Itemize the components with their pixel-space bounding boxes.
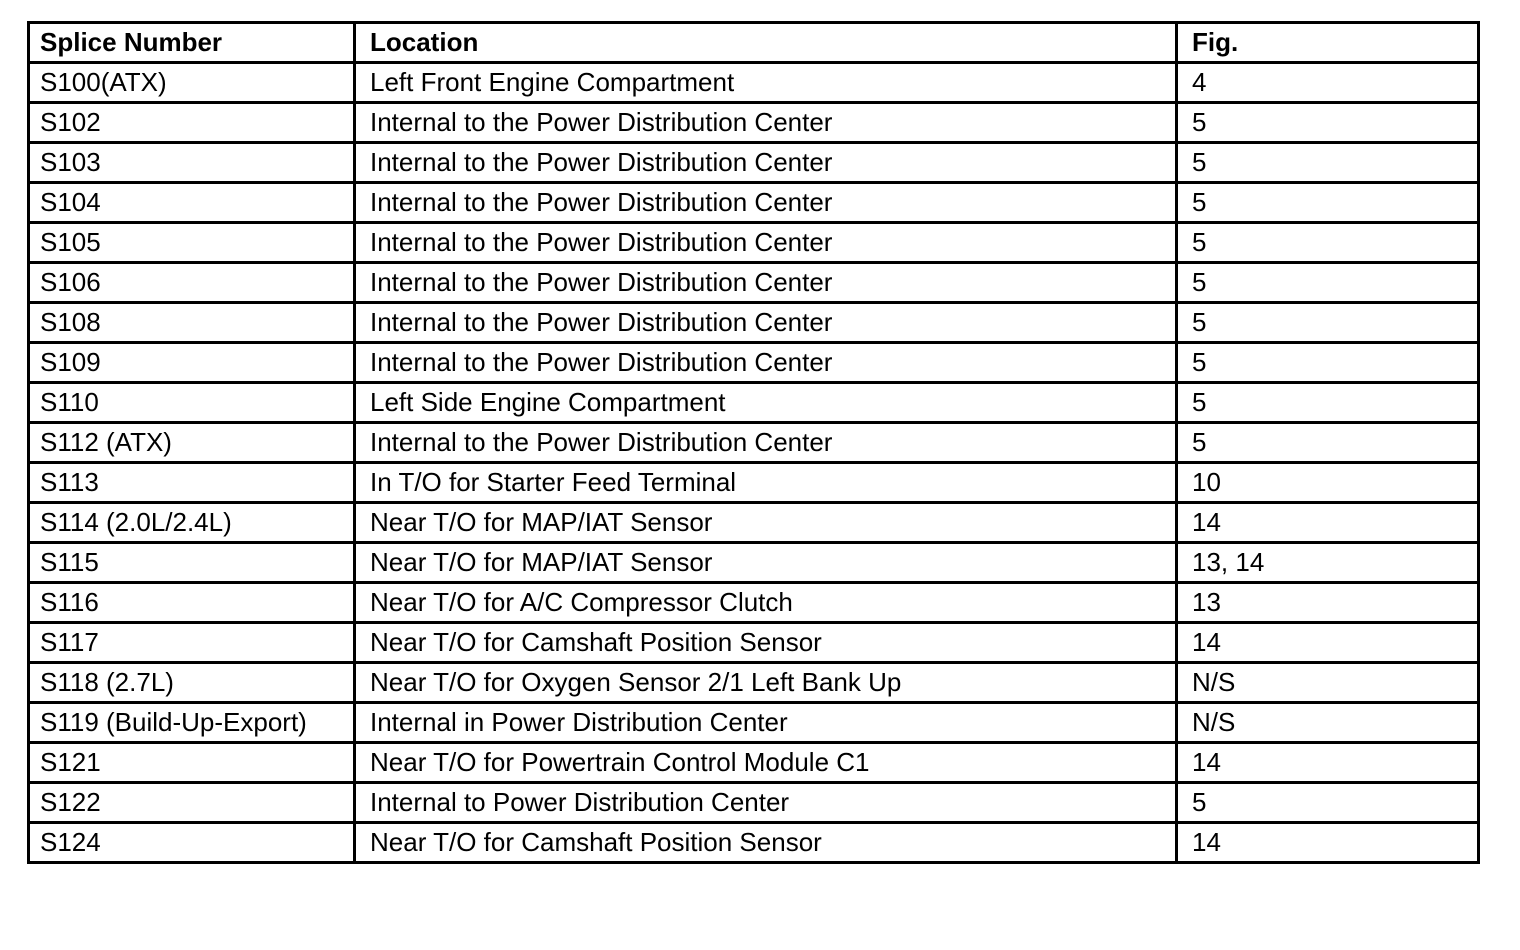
splice-number-cell: S104: [29, 183, 355, 223]
fig-cell: N/S: [1177, 703, 1479, 743]
splice-number-cell: S105: [29, 223, 355, 263]
table-row: [29, 343, 1479, 383]
splice-number-cell: S112 (ATX): [29, 423, 355, 463]
splice-number-cell: S110: [29, 383, 355, 423]
table-row: [29, 663, 1479, 703]
splice-number-cell: S115: [29, 543, 355, 583]
location-cell: In T/O for Starter Feed Terminal: [355, 463, 1177, 503]
location-cell: Internal to the Power Distribution Center: [355, 103, 1177, 143]
column-header-fig: Fig.: [1177, 23, 1479, 63]
fig-cell: 14: [1177, 623, 1479, 663]
table-row: [29, 303, 1479, 343]
fig-cell: 14: [1177, 823, 1479, 863]
table-row: [29, 143, 1479, 183]
location-cell: Near T/O for MAP/IAT Sensor: [355, 543, 1177, 583]
table-row: [29, 183, 1479, 223]
splice-number-cell: S103: [29, 143, 355, 183]
fig-cell: 13, 14: [1177, 543, 1479, 583]
fig-cell: 5: [1177, 263, 1479, 303]
fig-cell: 14: [1177, 503, 1479, 543]
fig-cell: 5: [1177, 383, 1479, 423]
fig-cell: 14: [1177, 743, 1479, 783]
location-cell: Internal to the Power Distribution Center: [355, 423, 1177, 463]
location-cell: Left Side Engine Compartment: [355, 383, 1177, 423]
splice-number-cell: S109: [29, 343, 355, 383]
splice-number-cell: S116: [29, 583, 355, 623]
fig-cell: 5: [1177, 223, 1479, 263]
fig-cell: 5: [1177, 143, 1479, 183]
fig-cell: 4: [1177, 63, 1479, 103]
fig-cell: 10: [1177, 463, 1479, 503]
splice-table-container: [27, 21, 1480, 864]
table-row: [29, 823, 1479, 863]
splice-number-cell: S118 (2.7L): [29, 663, 355, 703]
location-cell: Near T/O for A/C Compressor Clutch: [355, 583, 1177, 623]
column-header-splice-number: Splice Number: [29, 23, 355, 63]
splice-number-cell: S113: [29, 463, 355, 503]
table-row: [29, 63, 1479, 103]
location-cell: Internal to the Power Distribution Center: [355, 143, 1177, 183]
fig-cell: 13: [1177, 583, 1479, 623]
fig-cell: 5: [1177, 303, 1479, 343]
table-row: [29, 583, 1479, 623]
splice-number-cell: S119 (Build-Up-Export): [29, 703, 355, 743]
location-cell: Near T/O for Oxygen Sensor 2/1 Left Bank Up: [355, 663, 1177, 703]
table-row: [29, 423, 1479, 463]
location-cell: Internal to the Power Distribution Center: [355, 303, 1177, 343]
table-row: [29, 103, 1479, 143]
splice-number-cell: S106: [29, 263, 355, 303]
table-row: [29, 743, 1479, 783]
fig-cell: 5: [1177, 423, 1479, 463]
splice-number-cell: S122: [29, 783, 355, 823]
fig-cell: 5: [1177, 783, 1479, 823]
table-row: [29, 263, 1479, 303]
splice-number-cell: S124: [29, 823, 355, 863]
table-row: [29, 503, 1479, 543]
splice-table: [27, 21, 1480, 864]
splice-number-cell: S102: [29, 103, 355, 143]
splice-number-cell: S117: [29, 623, 355, 663]
splice-number-cell: S108: [29, 303, 355, 343]
location-cell: Near T/O for Powertrain Control Module C1: [355, 743, 1177, 783]
location-cell: Left Front Engine Compartment: [355, 63, 1177, 103]
table-row: [29, 623, 1479, 663]
splice-number-cell: S100(ATX): [29, 63, 355, 103]
table-row: [29, 463, 1479, 503]
splice-number-cell: S114 (2.0L/2.4L): [29, 503, 355, 543]
column-header-location: Location: [355, 23, 1177, 63]
fig-cell: 5: [1177, 343, 1479, 383]
location-cell: Internal in Power Distribution Center: [355, 703, 1177, 743]
location-cell: Near T/O for Camshaft Position Sensor: [355, 623, 1177, 663]
table-row: [29, 543, 1479, 583]
location-cell: Internal to the Power Distribution Center: [355, 183, 1177, 223]
location-cell: Internal to Power Distribution Center: [355, 783, 1177, 823]
fig-cell: N/S: [1177, 663, 1479, 703]
location-cell: Near T/O for Camshaft Position Sensor: [355, 823, 1177, 863]
location-cell: Internal to the Power Distribution Center: [355, 343, 1177, 383]
location-cell: Near T/O for MAP/IAT Sensor: [355, 503, 1177, 543]
fig-cell: 5: [1177, 183, 1479, 223]
table-row: [29, 383, 1479, 423]
table-row: [29, 703, 1479, 743]
table-row: [29, 223, 1479, 263]
location-cell: Internal to the Power Distribution Center: [355, 263, 1177, 303]
splice-number-cell: S121: [29, 743, 355, 783]
fig-cell: 5: [1177, 103, 1479, 143]
location-cell: Internal to the Power Distribution Center: [355, 223, 1177, 263]
table-header-row: [29, 23, 1479, 63]
table-row: [29, 783, 1479, 823]
